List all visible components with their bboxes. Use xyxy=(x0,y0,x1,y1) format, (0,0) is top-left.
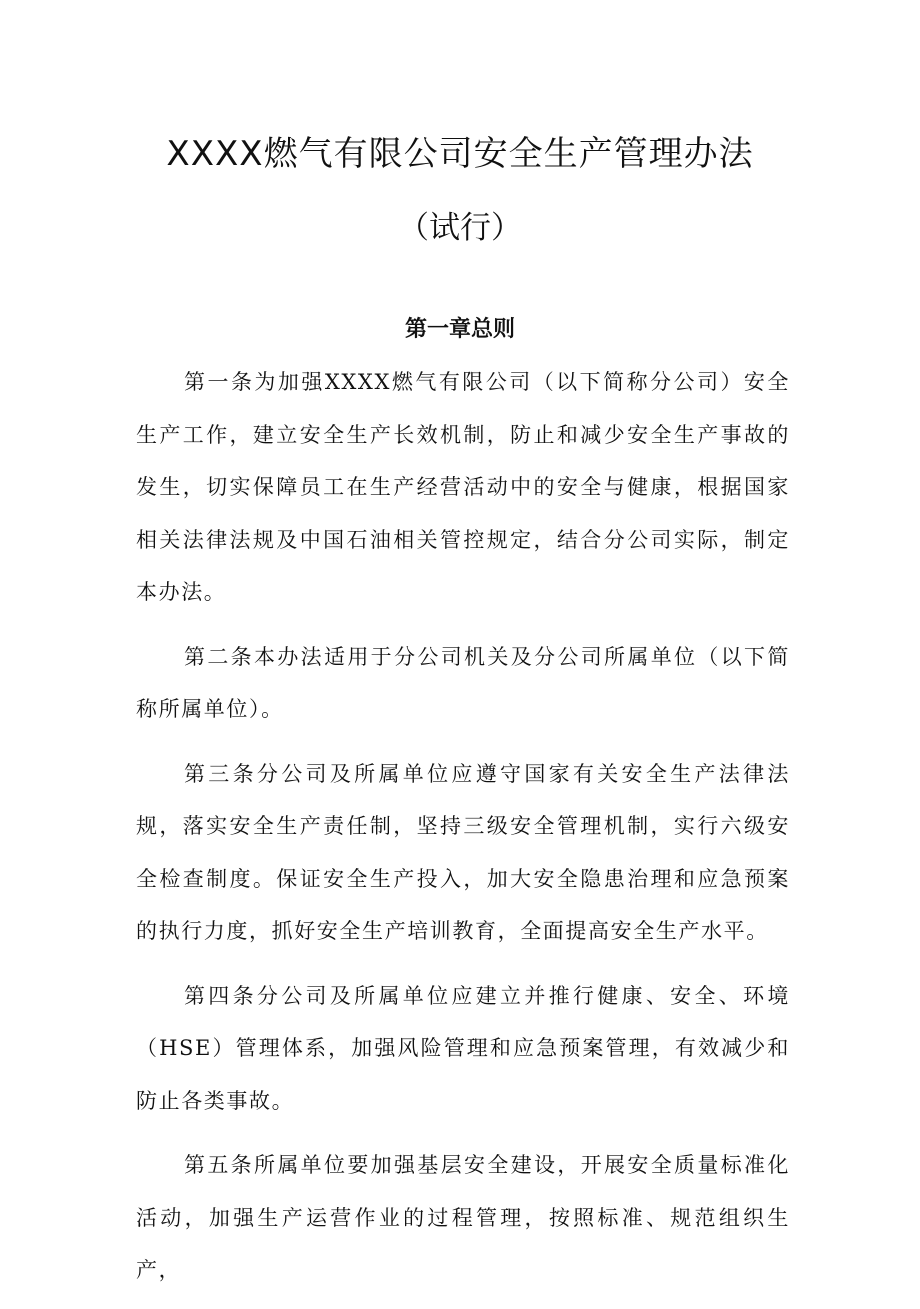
document-subtitle: （试行） xyxy=(398,210,522,246)
article-3: 第三条分公司及所属单位应遵守国家有关安全生产法律法规，落实安全生产责任制，坚持三级安全管理机制，实行六级安全检查制度。保证安全生产投入，加大安全隐患治理和应急预案的执行力度，抓好安全生产培训教育，全面提高安全生产水平。 xyxy=(136,761,790,943)
article-1: 第一条为加强XXXX燃气有限公司（以下简称分公司）安全生产工作，建立安全生产长效机制，防止和减少安全生产事故的发生，切实保障员工在生产经营活动中的安全与健康，根据国家相关法律法规及中国石油相关管控规定，结合分公司实际，制定本办法。 xyxy=(136,370,790,604)
document-title: XXXX燃气有限公司安全生产管理办法 xyxy=(166,134,754,174)
chapter-heading: 第一章总则 xyxy=(404,317,515,342)
article-2: 第二条本办法适用于分公司机关及分公司所属单位（以下简称所属单位）。 xyxy=(136,644,790,721)
document-body xyxy=(136,356,790,1309)
article-4: 第四条分公司及所属单位应建立并推行健康、安全、环境（HSE）管理体系，加强风险管理和应急预案管理，有效减少和防止各类事故。 xyxy=(136,983,790,1113)
article-5: 第五条所属单位要加强基层安全建设，开展安全质量标准化活动，加强生产运营作业的过程管理，按照标准、规范组织生产， xyxy=(136,1153,790,1282)
